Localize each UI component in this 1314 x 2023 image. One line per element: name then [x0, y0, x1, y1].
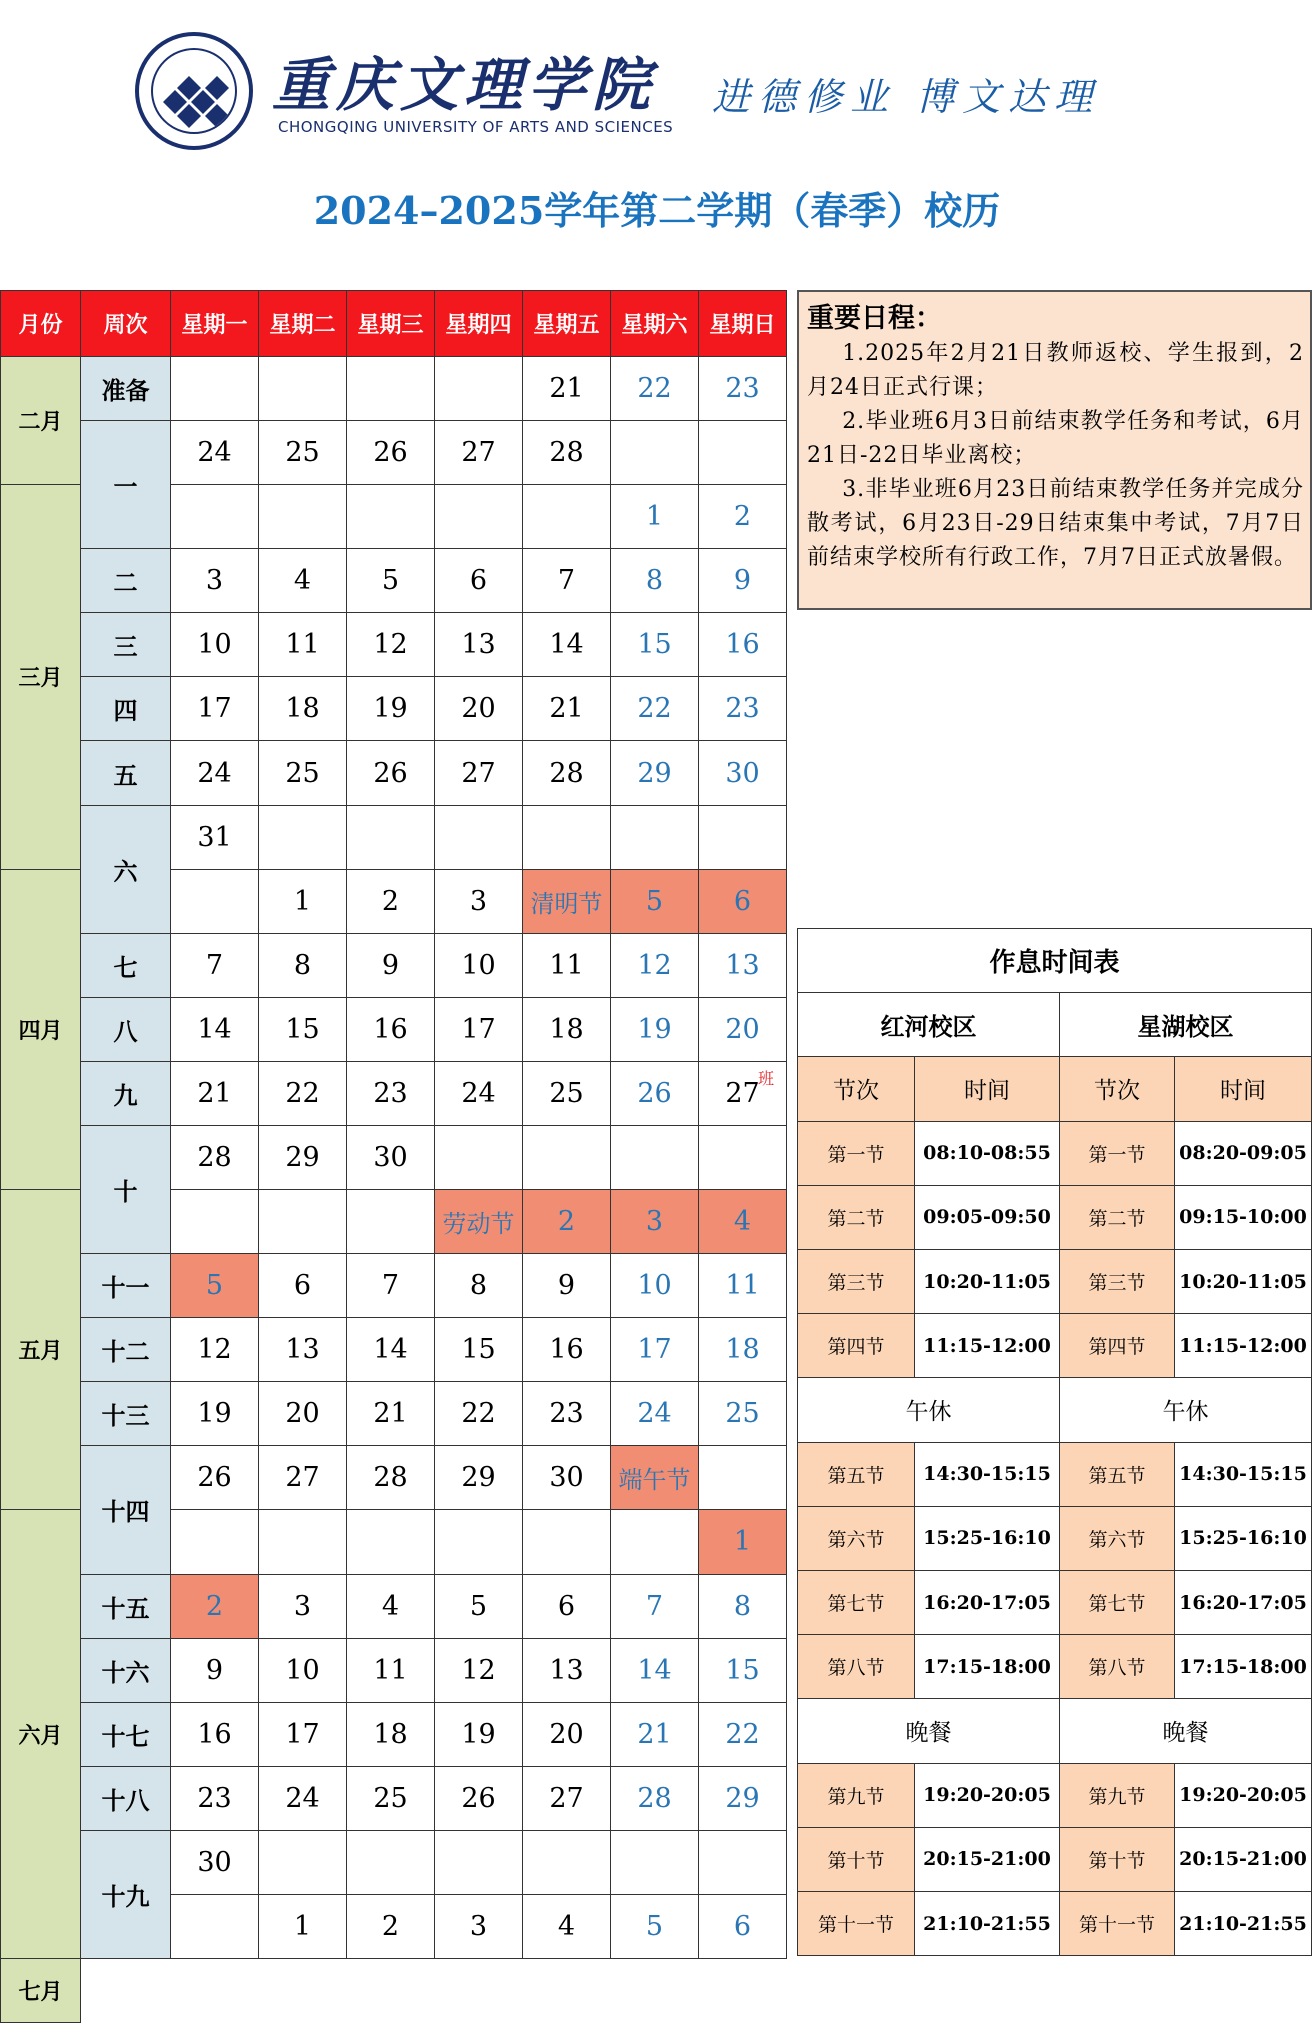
day-cell: 18 — [258, 676, 347, 741]
day-cell: 5 — [610, 1894, 699, 1959]
period-time: 11:15-12:00 — [914, 1313, 1060, 1378]
campus-header: 红河校区 — [797, 992, 1060, 1057]
empty-day-cell — [170, 1189, 259, 1254]
month-label: 五月 — [0, 1189, 81, 1510]
day-cell: 29 — [610, 740, 699, 805]
day-cell: 11 — [258, 612, 347, 677]
day-cell: 8 — [610, 548, 699, 613]
column-header: 月份 — [0, 290, 81, 357]
break-label: 午休 — [1059, 1377, 1312, 1442]
day-cell: 11 — [346, 1638, 435, 1703]
empty-day-cell — [258, 1830, 347, 1895]
empty-day-cell — [522, 1830, 611, 1895]
period-label: 第四节 — [797, 1313, 915, 1378]
day-cell: 17 — [434, 997, 523, 1062]
holiday-day-cell: 端午节 — [610, 1445, 699, 1510]
day-cell: 22 — [434, 1381, 523, 1446]
day-cell: 27 — [522, 1766, 611, 1831]
day-cell: 3 — [434, 869, 523, 934]
period-time: 16:20-17:05 — [914, 1570, 1060, 1635]
column-header: 星期六 — [610, 290, 699, 357]
week-label: 六 — [80, 805, 171, 934]
period-time: 17:15-18:00 — [1174, 1634, 1312, 1699]
period-label: 第五节 — [797, 1442, 915, 1507]
column-header: 星期一 — [170, 290, 259, 357]
empty-day-cell — [258, 1509, 347, 1574]
day-cell: 11 — [522, 933, 611, 998]
day-cell: 2 — [346, 869, 435, 934]
day-cell: 7 — [170, 933, 259, 998]
period-label: 第九节 — [797, 1763, 915, 1828]
day-cell: 12 — [434, 1638, 523, 1703]
empty-day-cell — [698, 1445, 787, 1510]
empty-day-cell — [346, 484, 435, 549]
period-label: 第六节 — [1059, 1506, 1175, 1571]
timetable-title: 作息时间表 — [797, 928, 1312, 993]
day-cell: 25 — [258, 740, 347, 805]
empty-day-cell — [170, 1509, 259, 1574]
day-cell: 28 — [522, 420, 611, 485]
day-cell: 25 — [258, 420, 347, 485]
empty-day-cell — [346, 356, 435, 421]
period-label: 第一节 — [1059, 1121, 1175, 1186]
day-cell: 26 — [346, 740, 435, 805]
column-header: 星期三 — [346, 290, 435, 357]
day-cell: 5 — [346, 548, 435, 613]
day-cell: 28 — [610, 1766, 699, 1831]
holiday-day-cell: 清明节 — [522, 869, 611, 934]
day-cell: 19 — [170, 1381, 259, 1446]
day-cell: 29 — [698, 1766, 787, 1831]
period-label: 第三节 — [1059, 1249, 1175, 1314]
day-cell: 17 — [258, 1702, 347, 1767]
month-label: 七月 — [0, 1958, 81, 2023]
timetable-column-header: 时间 — [1174, 1056, 1312, 1121]
week-label: 十八 — [80, 1766, 171, 1831]
day-cell: 10 — [258, 1638, 347, 1703]
day-cell: 24 — [434, 1061, 523, 1126]
day-cell: 8 — [698, 1574, 787, 1639]
day-cell: 24 — [170, 420, 259, 485]
timetable-column-header: 节次 — [1059, 1056, 1175, 1121]
day-cell: 13 — [522, 1638, 611, 1703]
period-label: 第二节 — [797, 1185, 915, 1250]
empty-day-cell — [346, 1189, 435, 1254]
period-label: 第七节 — [1059, 1570, 1175, 1635]
day-cell: 9 — [698, 548, 787, 613]
day-cell: 30 — [698, 740, 787, 805]
empty-day-cell — [434, 1830, 523, 1895]
week-label: 八 — [80, 997, 171, 1062]
holiday-day-cell: 5 — [170, 1253, 259, 1318]
week-label: 十 — [80, 1125, 171, 1254]
day-cell: 14 — [522, 612, 611, 677]
empty-day-cell — [698, 805, 787, 870]
empty-day-cell — [610, 805, 699, 870]
day-cell: 30 — [522, 1445, 611, 1510]
column-header: 星期五 — [522, 290, 611, 357]
period-time: 16:20-17:05 — [1174, 1570, 1312, 1635]
break-label: 午休 — [797, 1377, 1060, 1442]
day-cell: 27 — [434, 420, 523, 485]
period-time: 08:20-09:05 — [1174, 1121, 1312, 1186]
period-label: 第十节 — [1059, 1827, 1175, 1892]
column-header: 星期二 — [258, 290, 347, 357]
day-cell: 10 — [610, 1253, 699, 1318]
day-cell: 19 — [610, 997, 699, 1062]
day-cell: 26 — [610, 1061, 699, 1126]
holiday-day-cell: 6 — [698, 869, 787, 934]
calendar-title: 2024–2025学年第二学期（春季）校历 — [313, 188, 1001, 233]
month-label: 四月 — [0, 869, 81, 1190]
school-name-en: CHONGQING UNIVERSITY OF ARTS AND SCIENCES — [278, 118, 674, 136]
empty-day-cell — [346, 1830, 435, 1895]
day-cell: 22 — [698, 1702, 787, 1767]
day-cell: 8 — [434, 1253, 523, 1318]
emblem-pattern-icon — [153, 50, 237, 134]
week-label: 二 — [80, 548, 171, 613]
empty-day-cell — [170, 1894, 259, 1959]
week-label: 十二 — [80, 1317, 171, 1382]
empty-day-cell — [170, 869, 259, 934]
week-label: 十五 — [80, 1574, 171, 1639]
week-label: 十七 — [80, 1702, 171, 1767]
holiday-day-cell: 2 — [170, 1574, 259, 1639]
day-cell: 24 — [610, 1381, 699, 1446]
period-time: 09:05-09:50 — [914, 1185, 1060, 1250]
day-cell: 10 — [170, 612, 259, 677]
day-cell: 14 — [610, 1638, 699, 1703]
empty-day-cell — [522, 484, 611, 549]
empty-day-cell — [698, 420, 787, 485]
day-cell: 29 — [434, 1445, 523, 1510]
holiday-day-cell: 劳动节 — [434, 1189, 523, 1254]
day-cell: 20 — [698, 997, 787, 1062]
day-cell: 31 — [170, 805, 259, 870]
empty-day-cell — [698, 1125, 787, 1190]
empty-day-cell — [610, 1125, 699, 1190]
empty-day-cell — [434, 356, 523, 421]
day-cell: 16 — [522, 1317, 611, 1382]
day-cell: 18 — [522, 997, 611, 1062]
period-label: 第三节 — [797, 1249, 915, 1314]
day-cell: 12 — [610, 933, 699, 998]
day-cell: 14 — [170, 997, 259, 1062]
day-cell: 6 — [698, 1894, 787, 1959]
timetable-column-header: 时间 — [914, 1056, 1060, 1121]
period-time: 10:20-11:05 — [914, 1249, 1060, 1314]
schedule-item: 2.毕业班6月3日前结束教学任务和考试，6月21日-22日毕业离校； — [807, 409, 1304, 468]
day-cell: 7 — [522, 548, 611, 613]
day-cell: 9 — [522, 1253, 611, 1318]
holiday-day-cell: 4 — [698, 1189, 787, 1254]
day-cell: 7 — [610, 1574, 699, 1639]
day-cell: 1 — [258, 1894, 347, 1959]
day-cell: 3 — [258, 1574, 347, 1639]
campus-header: 星湖校区 — [1059, 992, 1312, 1057]
day-cell: 28 — [170, 1125, 259, 1190]
period-time: 17:15-18:00 — [914, 1634, 1060, 1699]
day-cell: 27 — [434, 740, 523, 805]
day-cell: 13 — [434, 612, 523, 677]
day-cell: 17 — [170, 676, 259, 741]
period-label: 第四节 — [1059, 1313, 1175, 1378]
period-time: 14:30-15:15 — [914, 1442, 1060, 1507]
empty-day-cell — [698, 1830, 787, 1895]
day-cell: 20 — [434, 676, 523, 741]
column-header: 星期日 — [698, 290, 787, 357]
day-cell: 19 — [346, 676, 435, 741]
period-label: 第六节 — [797, 1506, 915, 1571]
day-cell: 6 — [522, 1574, 611, 1639]
day-cell: 22 — [258, 1061, 347, 1126]
period-label: 第八节 — [797, 1634, 915, 1699]
school-motto: 进德修业 博文达理 — [712, 75, 1101, 119]
empty-day-cell — [522, 805, 611, 870]
day-cell: 16 — [170, 1702, 259, 1767]
day-cell: 21 — [346, 1381, 435, 1446]
week-label: 五 — [80, 740, 171, 805]
day-cell: 17 — [610, 1317, 699, 1382]
important-schedule-box — [797, 290, 1312, 610]
day-cell: 14 — [346, 1317, 435, 1382]
day-cell: 22 — [610, 356, 699, 421]
period-label: 第七节 — [797, 1570, 915, 1635]
period-time: 21:10-21:55 — [1174, 1891, 1312, 1956]
break-label: 晚餐 — [1059, 1698, 1312, 1763]
period-time: 09:15-10:00 — [1174, 1185, 1312, 1250]
period-label: 第五节 — [1059, 1442, 1175, 1507]
day-cell: 7 — [346, 1253, 435, 1318]
day-cell: 23 — [698, 356, 787, 421]
day-cell: 9 — [346, 933, 435, 998]
day-cell: 26 — [170, 1445, 259, 1510]
day-cell: 4 — [522, 1894, 611, 1959]
day-cell: 18 — [698, 1317, 787, 1382]
day-cell: 1 — [610, 484, 699, 549]
period-label: 第十一节 — [1059, 1891, 1175, 1956]
day-cell: 2 — [346, 1894, 435, 1959]
empty-day-cell — [346, 805, 435, 870]
empty-day-cell — [258, 1189, 347, 1254]
empty-day-cell — [258, 805, 347, 870]
day-cell: 19 — [434, 1702, 523, 1767]
week-label: 准备 — [80, 356, 171, 421]
day-cell: 15 — [258, 997, 347, 1062]
day-cell: 28 — [346, 1445, 435, 1510]
schedule-item: 1.2025年2月21日教师返校、学生报到，2月24日正式行课； — [807, 341, 1304, 400]
day-cell: 16 — [346, 997, 435, 1062]
period-label: 第九节 — [1059, 1763, 1175, 1828]
day-cell: 20 — [258, 1381, 347, 1446]
week-label: 十一 — [80, 1253, 171, 1318]
day-cell: 5 — [434, 1574, 523, 1639]
period-time: 14:30-15:15 — [1174, 1442, 1312, 1507]
month-label: 二月 — [0, 356, 81, 485]
period-label: 第十一节 — [797, 1891, 915, 1956]
week-label: 十六 — [80, 1638, 171, 1703]
week-label: 十四 — [80, 1445, 171, 1574]
day-cell: 16 — [698, 612, 787, 677]
period-time: 19:20-20:05 — [1174, 1763, 1312, 1828]
day-cell: 23 — [346, 1061, 435, 1126]
day-cell: 24 — [170, 740, 259, 805]
week-label: 四 — [80, 676, 171, 741]
day-cell: 21 — [522, 676, 611, 741]
empty-day-cell — [346, 1509, 435, 1574]
day-cell: 1 — [258, 869, 347, 934]
day-cell: 23 — [698, 676, 787, 741]
month-label: 三月 — [0, 484, 81, 869]
period-time: 21:10-21:55 — [914, 1891, 1060, 1956]
emblem-inner-ring — [151, 48, 237, 134]
empty-day-cell — [522, 1509, 611, 1574]
day-cell: 6 — [434, 548, 523, 613]
day-cell: 15 — [434, 1317, 523, 1382]
day-cell: 20 — [522, 1702, 611, 1767]
empty-day-cell — [522, 1125, 611, 1190]
day-cell: 28 — [522, 740, 611, 805]
day-cell: 21 — [522, 356, 611, 421]
holiday-day-cell: 2 — [522, 1189, 611, 1254]
day-cell: 26 — [346, 420, 435, 485]
day-cell: 23 — [522, 1381, 611, 1446]
day-cell: 23 — [170, 1766, 259, 1831]
day-cell: 25 — [522, 1061, 611, 1126]
day-cell: 8 — [258, 933, 347, 998]
day-cell: 3 — [434, 1894, 523, 1959]
makeup-workday-badge: 班 — [757, 1068, 774, 1088]
day-cell: 15 — [610, 612, 699, 677]
day-cell: 2 — [698, 484, 787, 549]
day-cell: 13 — [258, 1317, 347, 1382]
holiday-day-cell: 5 — [610, 869, 699, 934]
week-label: 一 — [80, 420, 171, 549]
period-time: 19:20-20:05 — [914, 1763, 1060, 1828]
day-cell: 11 — [698, 1253, 787, 1318]
week-label: 三 — [80, 612, 171, 677]
empty-day-cell — [610, 420, 699, 485]
empty-day-cell — [258, 356, 347, 421]
period-label: 第十节 — [797, 1827, 915, 1892]
day-cell: 13 — [698, 933, 787, 998]
empty-day-cell — [610, 1509, 699, 1574]
page-header — [0, 0, 1314, 280]
break-label: 晚餐 — [797, 1698, 1060, 1763]
day-cell: 12 — [346, 612, 435, 677]
period-time: 15:25-16:10 — [914, 1506, 1060, 1571]
period-time: 11:15-12:00 — [1174, 1313, 1312, 1378]
day-cell: 4 — [346, 1574, 435, 1639]
day-cell: 30 — [346, 1125, 435, 1190]
day-cell: 9 — [170, 1638, 259, 1703]
day-cell: 26 — [434, 1766, 523, 1831]
empty-day-cell — [434, 805, 523, 870]
period-time: 10:20-11:05 — [1174, 1249, 1312, 1314]
day-cell: 21 — [610, 1702, 699, 1767]
day-cell: 29 — [258, 1125, 347, 1190]
day-cell: 30 — [170, 1830, 259, 1895]
day-cell: 21 — [170, 1061, 259, 1126]
column-header: 星期四 — [434, 290, 523, 357]
week-label: 九 — [80, 1061, 171, 1126]
day-cell: 18 — [346, 1702, 435, 1767]
timetable-column-header: 节次 — [797, 1056, 915, 1121]
school-name-cn: 重庆文理学院 — [272, 51, 657, 119]
holiday-day-cell: 3 — [610, 1189, 699, 1254]
week-label: 十三 — [80, 1381, 171, 1446]
period-time: 15:25-16:10 — [1174, 1506, 1312, 1571]
empty-day-cell — [610, 1830, 699, 1895]
period-time: 20:15-21:00 — [914, 1827, 1060, 1892]
day-cell: 3 — [170, 548, 259, 613]
day-cell: 27 — [258, 1445, 347, 1510]
schedule-title: 重要日程： — [807, 303, 942, 334]
week-label: 七 — [80, 933, 171, 998]
column-header: 周次 — [80, 290, 171, 357]
school-emblem — [135, 32, 253, 150]
empty-day-cell — [170, 356, 259, 421]
day-cell: 12 — [170, 1317, 259, 1382]
day-cell: 6 — [258, 1253, 347, 1318]
day-cell: 27 班 — [698, 1061, 787, 1126]
day-cell: 4 — [258, 548, 347, 613]
empty-day-cell — [434, 1125, 523, 1190]
empty-day-cell — [258, 484, 347, 549]
day-cell: 22 — [610, 676, 699, 741]
period-label: 第二节 — [1059, 1185, 1175, 1250]
empty-day-cell — [170, 484, 259, 549]
week-label: 十九 — [80, 1830, 171, 1959]
day-cell: 25 — [698, 1381, 787, 1446]
month-label: 六月 — [0, 1509, 81, 1959]
day-cell: 25 — [346, 1766, 435, 1831]
period-time: 20:15-21:00 — [1174, 1827, 1312, 1892]
day-cell: 10 — [434, 933, 523, 998]
day-cell: 15 — [698, 1638, 787, 1703]
empty-day-cell — [434, 484, 523, 549]
period-label: 第一节 — [797, 1121, 915, 1186]
empty-day-cell — [434, 1509, 523, 1574]
schedule-item: 3.非毕业班6月23日前结束教学任务并完成分散考试，6月23日-29日结束集中考试，7月7日前结束学校所有行政工作，7月7日正式放暑假。 — [807, 477, 1304, 570]
period-time: 08:10-08:55 — [914, 1121, 1060, 1186]
holiday-day-cell: 1 — [698, 1509, 787, 1574]
day-cell: 24 — [258, 1766, 347, 1831]
period-label: 第八节 — [1059, 1634, 1175, 1699]
